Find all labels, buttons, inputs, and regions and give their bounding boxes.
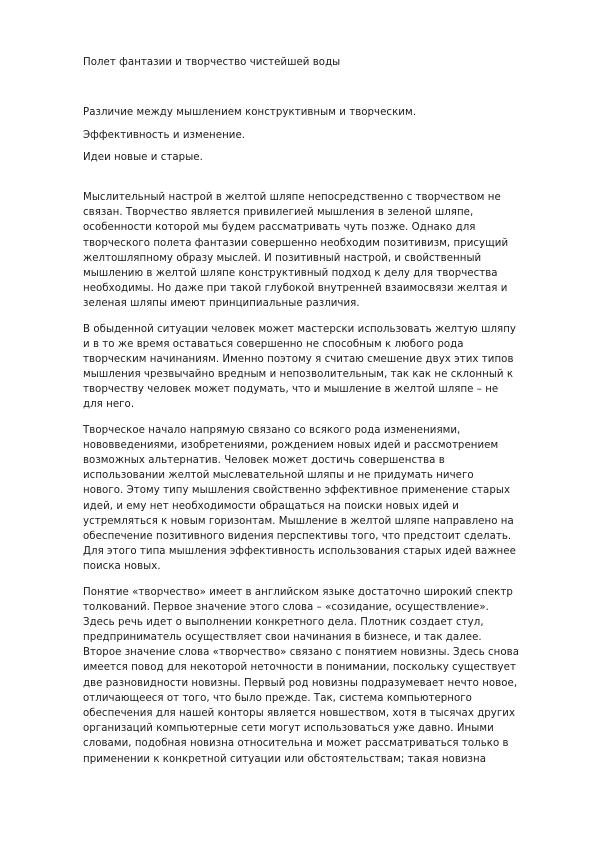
paragraph-line: нововведениями, изобретениями, рождением новых идей и рассмотрением — [83, 439, 499, 451]
body-paragraph — [83, 423, 553, 575]
paragraph-line: предприниматель осуществляет свои начинания в бизнесе, и так далее. — [83, 632, 482, 644]
topic-heading: Различие между мышлением конструктивным и творческим. — [83, 107, 416, 118]
paragraph-line: применении к конкретной ситуации или обстоятельствам; такая новизна — [83, 753, 487, 765]
paragraph-line: творческим начинаниям. Именно поэтому я считаю смешение двух этих типов — [83, 353, 514, 365]
body-text — [83, 190, 553, 767]
paragraph-line: связан. Творчество является привилегией мышления в зеленой шляпе, — [83, 207, 474, 219]
paragraph-line: словами, подобная новизна относительна и может рассматриваться только в — [83, 738, 509, 750]
paragraph-line: возможных альтернатив. Человек может достичь совершенства в — [83, 455, 445, 466]
paragraph-line: две разновидности новизны. Первый род новизны подразумевает нечто новое, — [83, 677, 518, 689]
paragraph-line: зеленая шляпы имеют принципиальные различия. — [83, 298, 360, 310]
paragraph-line: имеется повод для некоторой неточности в понимании, поскольку существует — [83, 662, 516, 674]
paragraph-line: обеспечение позитивного видения перспективы того, что предстоит сделать. — [83, 530, 512, 542]
document-body — [83, 56, 553, 777]
paragraph-line: устремляться к новым горизонтам. Мышление в желтой шляпе направлено на — [83, 515, 514, 527]
paragraph-line: идей, и ему нет необходимости обращаться на поиски новых идей и — [83, 500, 459, 512]
paragraph-line: В обыденной ситуации человек может мастерски использовать желтую шляпу — [83, 323, 516, 335]
paragraph-line: отличающееся от того, что было прежде. Так, система компьютерного — [83, 692, 472, 704]
body-paragraph — [83, 322, 553, 413]
paragraph-line: поиска новых. — [83, 561, 161, 573]
paragraph-line: желтошляпному образу мыслей. И позитивный настрой, и свойственный — [83, 252, 482, 264]
paragraph-line: особенности которой мы будем рассматривать чуть позже. Однако для — [83, 222, 476, 234]
paragraph-line: необходимы. Но даже при такой глубокой внутренней взаимосвязи желтая и — [83, 283, 508, 295]
paragraph-line: творческого полета фантазии совершенно необходим позитивизм, присущий — [83, 237, 509, 249]
paragraph-line: нового. Этому типу мышления свойственно эффективное применение старых — [83, 485, 511, 497]
document-title: Полет фантазии и творчество чистейшей воды — [83, 57, 341, 68]
paragraph-line: мышления чрезвычайно вредным и непозволительным, так как не склонный к — [83, 369, 514, 381]
paragraph-line: творчеству человек может подумать, что и мышление в желтой шляпе – не — [83, 384, 499, 396]
topic-headings — [83, 106, 553, 165]
body-paragraph — [83, 585, 553, 767]
topic-heading: Идеи новые и старые. — [83, 152, 203, 163]
paragraph-line: организаций компьютерные сети могут использоваться уже давно. Иными — [83, 723, 494, 735]
paragraph-line: использовании желтой мыслевательной шляпы и не придумать ничего — [83, 470, 474, 482]
paragraph-line: для него. — [83, 399, 135, 411]
paragraph-line: Мыслительный настрой в желтой шляпе непосредственно с творчеством не — [83, 192, 501, 203]
body-paragraph — [83, 190, 553, 312]
paragraph-line: обеспечения для нашей конторы является новшеством, хотя в тысячах других — [83, 708, 516, 719]
paragraph-line: Творческое начало напрямую связано со всякого рода изменениями, — [83, 424, 461, 436]
paragraph-line: и в то же время оставаться совершенно не способным к любого рода — [83, 338, 464, 350]
paragraph-line: Понятие «творчество» имеет в английском языке достаточно широкий спектр — [83, 586, 513, 598]
paragraph-line: толкований. Первое значение этого слова – «созидание, осуществление». — [83, 601, 489, 613]
paragraph-line: Здесь речь идет о выполнении конкретного дела. Плотник создает стул, — [83, 616, 484, 628]
paragraph-line: Второе значение слова «творчество» связано с понятием новизны. Здесь снова — [83, 647, 520, 659]
paragraph-line: мышлению в желтой шляпе конструктивный подход к делу для творчества — [83, 267, 498, 279]
paragraph-line: Для этого типа мышления эффективность использования старых идей важнее — [83, 546, 516, 558]
topic-heading: Эффективность и изменение. — [83, 129, 246, 141]
